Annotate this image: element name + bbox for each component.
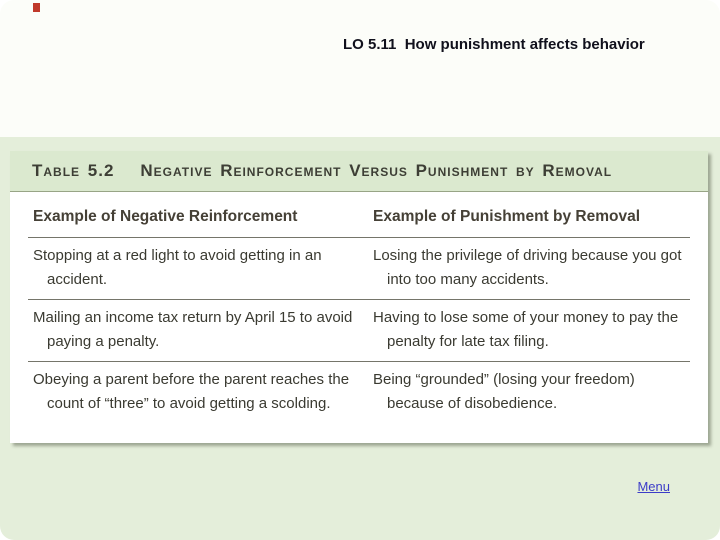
table-number-label: Table 5.2 [32, 161, 115, 180]
table-cell: Having to lose some of your money to pay the penalty for late tax filing. [373, 309, 679, 350]
column-header-punishment-by-removal: Example of Punishment by Removal [373, 208, 641, 225]
table-header-row [28, 192, 690, 238]
table-cell: Losing the privilege of driving because you got into too many accidents. [373, 247, 682, 288]
table-row [28, 238, 690, 300]
green-band [0, 137, 720, 540]
table-cell: Obeying a parent before the parent reaches the count of “three” to avoid getting a scolding. [33, 371, 350, 412]
table-row [28, 300, 690, 362]
table-grid [10, 192, 708, 423]
table-cell: Being “grounded” (losing your freedom) because of disobedience. [373, 371, 635, 412]
lo-title: LO 5.11 How punishment affects behavior [343, 36, 645, 53]
table-cell: Mailing an income tax return by April 15 to avoid paying a penalty. [33, 309, 353, 350]
table-title-band [10, 151, 708, 192]
table-row [28, 362, 690, 423]
corner-mark [33, 3, 40, 12]
table-image-panel [10, 151, 708, 443]
menu-link[interactable]: Menu [637, 479, 670, 494]
table-title: Negative Reinforcement Versus Punishment by Removal [140, 161, 613, 180]
table-cell: Stopping at a red light to avoid getting in an accident. [33, 247, 322, 288]
column-header-negative-reinforcement: Example of Negative Reinforcement [33, 208, 298, 225]
